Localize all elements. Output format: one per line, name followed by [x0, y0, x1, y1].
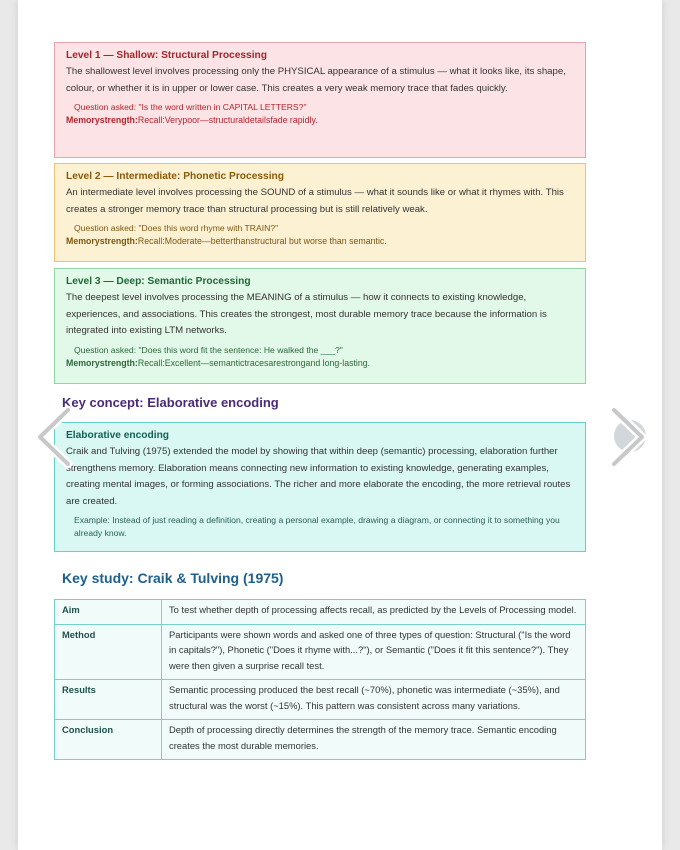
level-3-question: Question asked: "Does this word fit the sentence: He walked the ___?"	[74, 344, 343, 355]
table-row	[55, 680, 586, 720]
elaborative-box	[54, 422, 586, 552]
elaborative-example: Example: Instead of just reading a definition, creating a personal example, drawing a diagram, or connecting it to something you already know.	[74, 515, 560, 538]
level-3-strength	[66, 357, 574, 369]
level-2-text: An intermediate level involves processing the SOUND of a stimulus — what it sounds like or what it rhymes with. This creates a stronger memory trace than structural processing but is still relatively weak.	[66, 187, 564, 215]
level-2-title: Level 2 — Intermediate: Phonetic Processing	[66, 171, 284, 182]
level-2-question: Question asked: "Does this word rhyme with TRAIN?"	[74, 223, 279, 233]
elaborative-text: Craik and Tulving (1975) extended the model by showing that within deep (semantic) processing, elaboration further strengthens memory. Elaboration means connecting new information to existing knowledge, generating examples, creating mental images, or forming associations. The richer and more elaborate the encoding, the more retrieval routes are created.	[66, 446, 571, 507]
row-value-aim: To test whether depth of processing affects recall, as predicted by the Levels of Processing model.	[162, 600, 586, 625]
study-heading: Key study: Craik & Tulving (1975)	[62, 570, 284, 586]
row-value-results: Semantic processing produced the best recall (~70%), phonetic was intermediate (~35%), and structural was the worst (~15%). This pattern was consistent across many variations.	[162, 680, 586, 720]
row-key-results: Results	[55, 680, 162, 720]
chevron-right-icon	[602, 402, 652, 472]
level-2-box	[54, 163, 586, 262]
level-1-box	[54, 42, 586, 158]
table-row	[55, 600, 586, 625]
table-row	[55, 720, 586, 760]
row-key-aim: Aim	[55, 600, 162, 625]
level-1-strength-value: Recall:Verypoor—structuraldetailsfade rapidly.	[137, 115, 318, 125]
level-1-question: Question asked: "Is the word written in CAPITAL LETTERS?"	[74, 102, 307, 112]
row-value-method: Participants were shown words and asked one of three types of question: Structural ("Is the word in capitals?"), Phonetic ("Does it rhyme with...?"), or Semantic ("Does it fit this sentence?"). They were then given a surprise recall test.	[162, 624, 586, 680]
level-3-strength-label: Memorystrength:	[66, 357, 138, 368]
elaborative-heading: Key concept: Elaborative encoding	[62, 395, 279, 410]
level-3-text: The deepest level involves processing the MEANING of a stimulus — how it connects to existing knowledge, experiences, and associations. This creates the strongest, most durable memory trace because the information is integrated into existing LTM networks.	[66, 292, 547, 336]
level-3-title: Level 3 — Deep: Semantic Processing	[66, 276, 251, 287]
level-1-strength	[66, 114, 574, 126]
table-row	[55, 624, 586, 680]
level-3-box	[54, 268, 586, 384]
study-table	[54, 599, 586, 760]
elaborative-title: Elaborative encoding	[66, 430, 170, 441]
chevron-left-icon	[30, 402, 80, 472]
next-page-button[interactable]	[602, 402, 652, 472]
row-value-conclusion: Depth of processing directly determines the strength of the memory trace. Semantic encoding creates the most durable memories.	[162, 720, 586, 760]
level-1-strength-label: Memorystrength:	[66, 115, 138, 125]
level-1-text: The shallowest level involves processing only the PHYSICAL appearance of a stimulus — what it looks like, its shape, colour, or whether it is in upper or lower case. This creates a very weak memory trace that fades quickly.	[66, 66, 566, 94]
row-key-method: Method	[55, 624, 162, 680]
level-1-title: Level 1 — Shallow: Structural Processing	[66, 50, 267, 61]
previous-page-button[interactable]	[30, 402, 80, 472]
level-2-strength-label: Memorystrength:	[66, 236, 138, 246]
row-key-conclusion: Conclusion	[55, 720, 162, 760]
level-2-strength	[66, 235, 574, 247]
level-3-strength-value: Recall:Excellent—semantictracesarestrongand long-lasting.	[137, 357, 371, 368]
level-2-strength-value: Recall:Moderate—betterthanstructural but worse than semantic.	[137, 236, 387, 246]
